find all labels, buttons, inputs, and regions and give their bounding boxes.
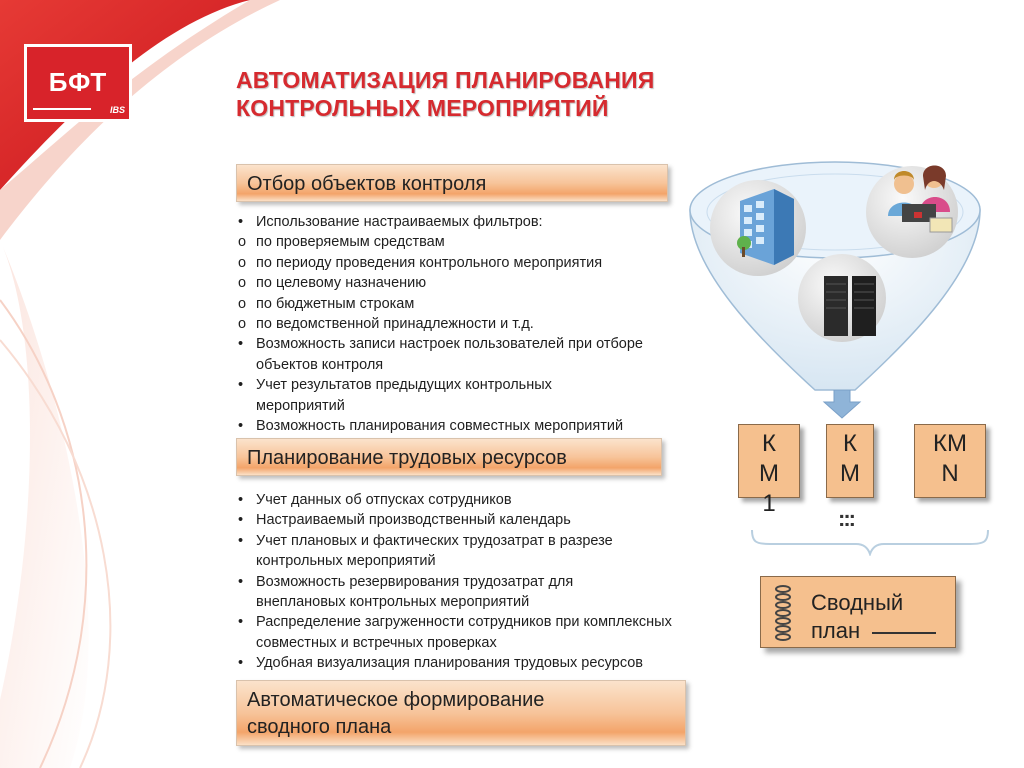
list-item: • Возможность записи настроек пользователей при отборе объектов контроля bbox=[238, 336, 643, 373]
summary-document-icon bbox=[769, 583, 799, 643]
km-card-text: 1 bbox=[762, 490, 776, 517]
list-item: o по проверяемым средствам bbox=[238, 234, 445, 251]
summary-plan-text bbox=[811, 589, 936, 645]
section-heading-line-2: сводного плана bbox=[247, 716, 392, 738]
list-item: o по периоду проведения контрольного мероприятия bbox=[238, 254, 603, 271]
list-item: • Учет результатов предыдущих контрольных мероприятий bbox=[238, 377, 552, 414]
list-item: • Удобная визуализация планирования трудовых ресурсов bbox=[238, 655, 644, 672]
list-item: • Учет данных об отпусках сотрудников bbox=[238, 492, 512, 508]
km-card-n bbox=[914, 424, 986, 498]
list-item: • Возможность планирования совместных мероприятий bbox=[238, 418, 624, 435]
km-card-text: М bbox=[840, 460, 860, 487]
km-card-text: К bbox=[762, 430, 776, 457]
summary-line-1: Сводный bbox=[811, 590, 904, 615]
ellipsis: ::: bbox=[838, 506, 854, 531]
title-line-1: АВТОМАТИЗАЦИЯ ПЛАНИРОВАНИЯ bbox=[236, 67, 655, 93]
signature-blank bbox=[872, 632, 936, 634]
server-rack-icon bbox=[818, 270, 882, 342]
list-item: o по бюджетным строкам bbox=[238, 295, 415, 312]
list-item: • Учет плановых и фактических трудозатрат в разрезе контрольных мероприятий bbox=[238, 532, 613, 570]
km-card-1 bbox=[738, 424, 800, 517]
list-item: • Распределение загруженности сотрудников при комплексных совместных и встречных проверках bbox=[238, 614, 672, 651]
slide-title bbox=[236, 66, 736, 122]
logo-underline bbox=[33, 108, 91, 110]
section-heading-text: Отбор объектов контроля bbox=[247, 173, 487, 195]
km-card-2 bbox=[826, 424, 874, 498]
section-heading-text: Планирование трудовых ресурсов bbox=[247, 447, 567, 469]
people-icon bbox=[878, 160, 958, 240]
title-line-2: КОНТРОЛЬНЫХ МЕРОПРИЯТИЙ bbox=[236, 95, 609, 121]
summary-line-2: план bbox=[811, 617, 936, 645]
logo-sub: IBS bbox=[109, 105, 125, 115]
office-building-icon bbox=[722, 185, 802, 267]
logo-text: БФТ bbox=[48, 67, 108, 97]
list-item: • Настраиваемый производственный календарь bbox=[238, 512, 571, 529]
down-arrow-icon bbox=[822, 390, 862, 420]
km-card-text: М bbox=[759, 460, 779, 487]
list-item: • Использование настраиваемых фильтров: bbox=[238, 214, 543, 230]
list-item: o по целевому назначению bbox=[238, 275, 427, 292]
bft-logo bbox=[24, 44, 132, 122]
selection-list bbox=[238, 212, 688, 436]
summary-plan-card bbox=[760, 576, 956, 648]
km-card-text: К bbox=[843, 430, 857, 457]
section-heading-resources bbox=[236, 438, 662, 476]
section-heading-line-1: Автоматическое формирование bbox=[247, 689, 545, 711]
resources-list bbox=[238, 490, 718, 674]
km-card-text: КМ bbox=[933, 430, 967, 457]
list-item: o по ведомственной принадлежности и т.д. bbox=[238, 316, 534, 333]
km-card-text: N bbox=[941, 460, 959, 487]
section-heading-summary-plan bbox=[236, 680, 686, 746]
section-heading-selection bbox=[236, 164, 668, 202]
grouping-bracket bbox=[748, 528, 992, 556]
list-item: • Возможность резервирования трудозатрат для внеплановых контрольных мероприятий bbox=[238, 573, 574, 611]
